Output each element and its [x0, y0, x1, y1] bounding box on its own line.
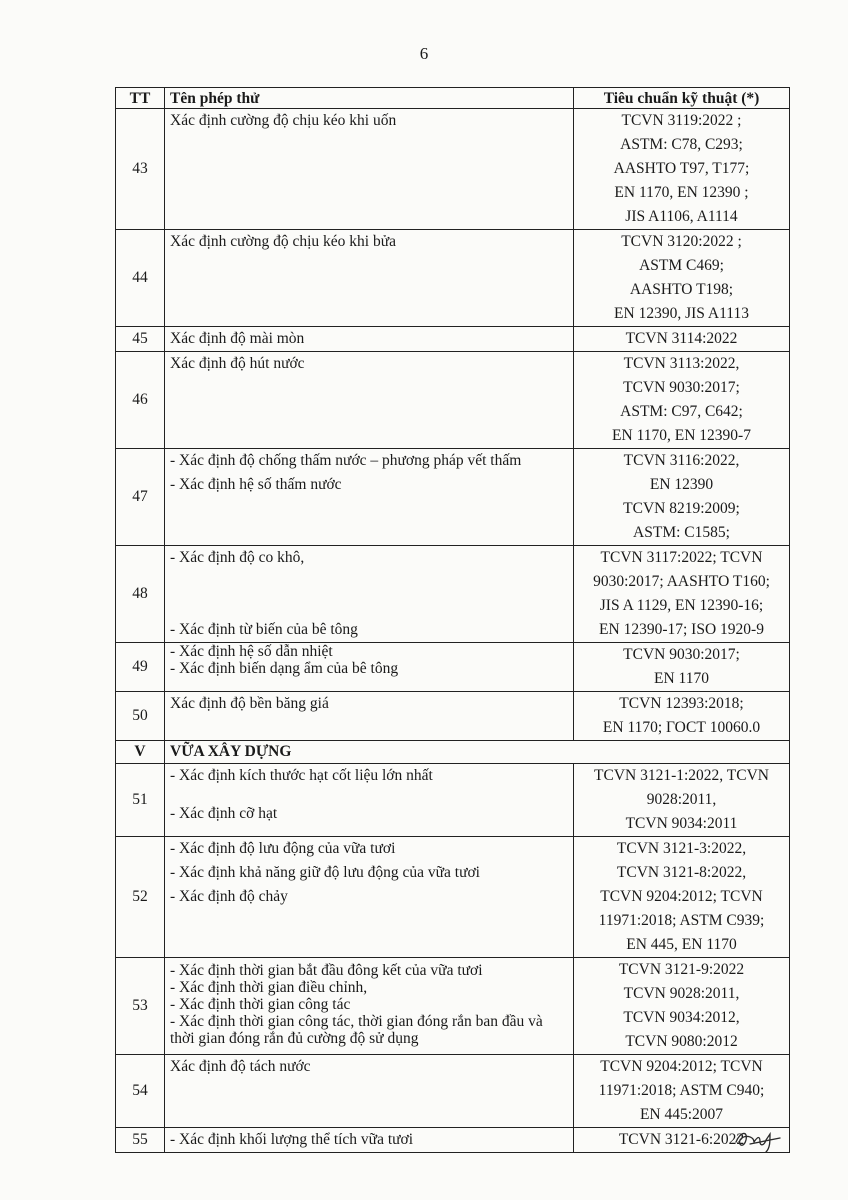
test-name-line: Xác định độ mài mòn: [170, 330, 305, 347]
test-name: [165, 837, 574, 958]
standard-cell: [574, 958, 790, 1055]
row-number: 52: [116, 837, 165, 958]
standard-line: TCVN 3116:2022,: [623, 452, 740, 469]
standard-line: TCVN 9204:2012; TCVN: [600, 888, 763, 905]
standard-line: TCVN 3121-8:2022,: [616, 864, 747, 881]
standard-line: EN 1170, EN 12390 ;: [614, 184, 749, 201]
row-number: 49: [116, 643, 165, 692]
standard-line: TCVN 3121-3:2022,: [616, 840, 747, 857]
header-standard: Tiêu chuẩn kỹ thuật (*): [574, 88, 790, 109]
standard-line: JIS A1106, A1114: [625, 208, 738, 225]
standard-cell: [574, 764, 790, 837]
standard-cell: [574, 230, 790, 327]
standard-line: TCVN 9080:2012: [625, 1033, 738, 1050]
test-name-line: - Xác định từ biến của bê tông: [170, 621, 358, 638]
test-name-line: Xác định độ tách nước: [170, 1058, 311, 1075]
standard-line: AASHTO T97, T177;: [613, 160, 750, 177]
header-tt: TT: [116, 88, 165, 109]
table-row: [116, 837, 790, 958]
table-row: [116, 1055, 790, 1128]
test-name: [165, 109, 574, 230]
standard-cell: [574, 352, 790, 449]
row-number: 48: [116, 546, 165, 643]
test-name-line: - Xác định biến dạng ẩm của bê tông: [170, 660, 399, 677]
standard-cell: [574, 643, 790, 692]
row-number: 54: [116, 1055, 165, 1128]
standard-line: ASTM C469;: [639, 257, 724, 274]
standard-line: EN 445, EN 1170: [626, 936, 737, 953]
test-name: [165, 1055, 574, 1128]
standard-line: TCVN 3113:2022,: [623, 355, 740, 372]
standard-line: EN 1170, EN 12390-7: [612, 427, 751, 444]
table-row: [116, 352, 790, 449]
standard-line: TCVN 3120:2022 ;: [621, 233, 742, 250]
test-name-line: Xác định độ bền băng giá: [170, 695, 329, 712]
table-row: [116, 546, 790, 643]
section-number: V: [116, 741, 165, 764]
standard-line: TCVN 3117:2022; TCVN: [600, 549, 763, 566]
table-row: [116, 109, 790, 230]
standard-line: TCVN 9034:2011: [625, 815, 738, 832]
table-row: [116, 230, 790, 327]
test-name: [165, 958, 574, 1055]
standard-line: EN 12390, JIS A1113: [614, 305, 749, 322]
row-number: 45: [116, 327, 165, 352]
section-row: [116, 741, 790, 764]
test-name-line: Xác định cường độ chịu kéo khi uốn: [170, 112, 397, 129]
table-row: [116, 764, 790, 837]
test-name: [165, 764, 574, 837]
test-name-line: - Xác định độ co khô,: [170, 549, 305, 566]
test-name-line: - Xác định độ chảy: [170, 888, 288, 905]
standard-line: TCVN 9030:2017;: [623, 646, 740, 663]
standard-line: AASHTO T198;: [629, 281, 734, 298]
standard-cell: [574, 692, 790, 741]
standard-line: EN 445:2007: [639, 1106, 724, 1123]
row-number: 50: [116, 692, 165, 741]
header-test-name: Tên phép thử: [165, 88, 574, 109]
row-number: 44: [116, 230, 165, 327]
test-name-line: - Xác định độ chống thấm nước – phương pháp vết thấm: [170, 452, 522, 469]
test-name: [165, 327, 574, 352]
test-name-line: Xác định độ hút nước: [170, 355, 305, 372]
standard-line: TCVN 9204:2012; TCVN: [600, 1058, 763, 1075]
test-name-line: - Xác định kích thước hạt cốt liệu lớn nhất: [170, 767, 433, 784]
standard-line: EN 1170: [654, 670, 709, 687]
standard-line: JIS A 1129, EN 12390-16;: [599, 597, 764, 614]
standard-cell: [574, 546, 790, 643]
standard-line: ASTM: C97, C642;: [620, 403, 743, 420]
standard-line: EN 12390-17; ISO 1920-9: [599, 621, 764, 638]
test-name-line: - Xác định hệ số dẫn nhiệt: [170, 643, 333, 660]
standard-line: EN 12390: [649, 476, 714, 493]
standard-line: TCVN 9028:2011,: [623, 985, 740, 1002]
table-header-row: [116, 88, 790, 109]
standard-line: TCVN 8219:2009;: [623, 500, 740, 517]
test-name: [165, 352, 574, 449]
test-name-line: - Xác định thời gian công tác, thời gian đóng rắn ban đầu và thời gian đóng rắn đủ cường độ sử dụng: [170, 1013, 543, 1047]
test-name-line: - Xác định hệ số thấm nước: [170, 476, 342, 493]
table-row: [116, 327, 790, 352]
test-name: [165, 643, 574, 692]
section-title: VỮA XÂY DỰNG: [165, 741, 790, 764]
standard-line: ASTM: C78, C293;: [620, 136, 743, 153]
standard-line: TCVN 3121-1:2022, TCVN: [594, 767, 769, 784]
test-name: [165, 449, 574, 546]
row-number: 43: [116, 109, 165, 230]
standard-line: ASTM: C1585;: [633, 524, 730, 541]
test-name-line: - Xác định khả năng giữ độ lưu động của vữa tươi: [170, 864, 480, 881]
table-row: [116, 449, 790, 546]
row-number: 53: [116, 958, 165, 1055]
standard-line: TCVN 12393:2018;: [619, 695, 744, 712]
table-row: [116, 958, 790, 1055]
standard-cell: [574, 449, 790, 546]
standard-line: TCVN 3121-6:2022: [618, 1131, 745, 1148]
table-row: [116, 643, 790, 692]
standard-line: 11971:2018; ASTM C940;: [598, 1082, 765, 1099]
test-name-line: - Xác định cỡ hạt: [170, 805, 278, 822]
standard-line: TCVN 9034:2012,: [623, 1009, 740, 1026]
standard-cell: [574, 837, 790, 958]
standard-line: EN 1170; ГОСТ 10060.0: [602, 719, 761, 736]
test-name-line: - Xác định thời gian điều chỉnh,: [170, 979, 368, 996]
test-name-line: - Xác định thời gian bắt đầu đông kết của vữa tươi: [170, 962, 483, 979]
test-standards-table: [115, 87, 790, 1153]
row-number: 51: [116, 764, 165, 837]
standard-cell: [574, 109, 790, 230]
test-name-line: - Xác định thời gian công tác: [170, 996, 351, 1013]
row-number: 47: [116, 449, 165, 546]
standard-cell: [574, 1055, 790, 1128]
row-number: 46: [116, 352, 165, 449]
handwritten-initials-signature: [730, 1124, 786, 1159]
standard-line: TCVN 3121-9:2022: [618, 961, 745, 978]
test-name-line: - Xác định khối lượng thể tích vữa tươi: [170, 1131, 414, 1148]
standard-line: TCVN 3119:2022 ;: [621, 112, 742, 129]
test-name: [165, 692, 574, 741]
standard-line: 9030:2017; AASHTO T160;: [593, 573, 770, 590]
standard-line: TCVN 3114:2022: [625, 330, 738, 347]
standard-line: TCVN 9030:2017;: [623, 379, 740, 396]
test-name-line: - Xác định độ lưu động của vữa tươi: [170, 840, 396, 857]
standard-cell: [574, 327, 790, 352]
test-name: [165, 1128, 574, 1153]
table-row: [116, 692, 790, 741]
test-name: [165, 230, 574, 327]
page-number: 6: [419, 44, 429, 63]
test-name: [165, 546, 574, 643]
test-name-line: Xác định cường độ chịu kéo khi bửa: [170, 233, 397, 250]
standard-line: 9028:2011,: [646, 791, 717, 808]
row-number: 55: [116, 1128, 165, 1153]
standard-line: 11971:2018; ASTM C939;: [598, 912, 765, 929]
table-row: [116, 1128, 790, 1153]
